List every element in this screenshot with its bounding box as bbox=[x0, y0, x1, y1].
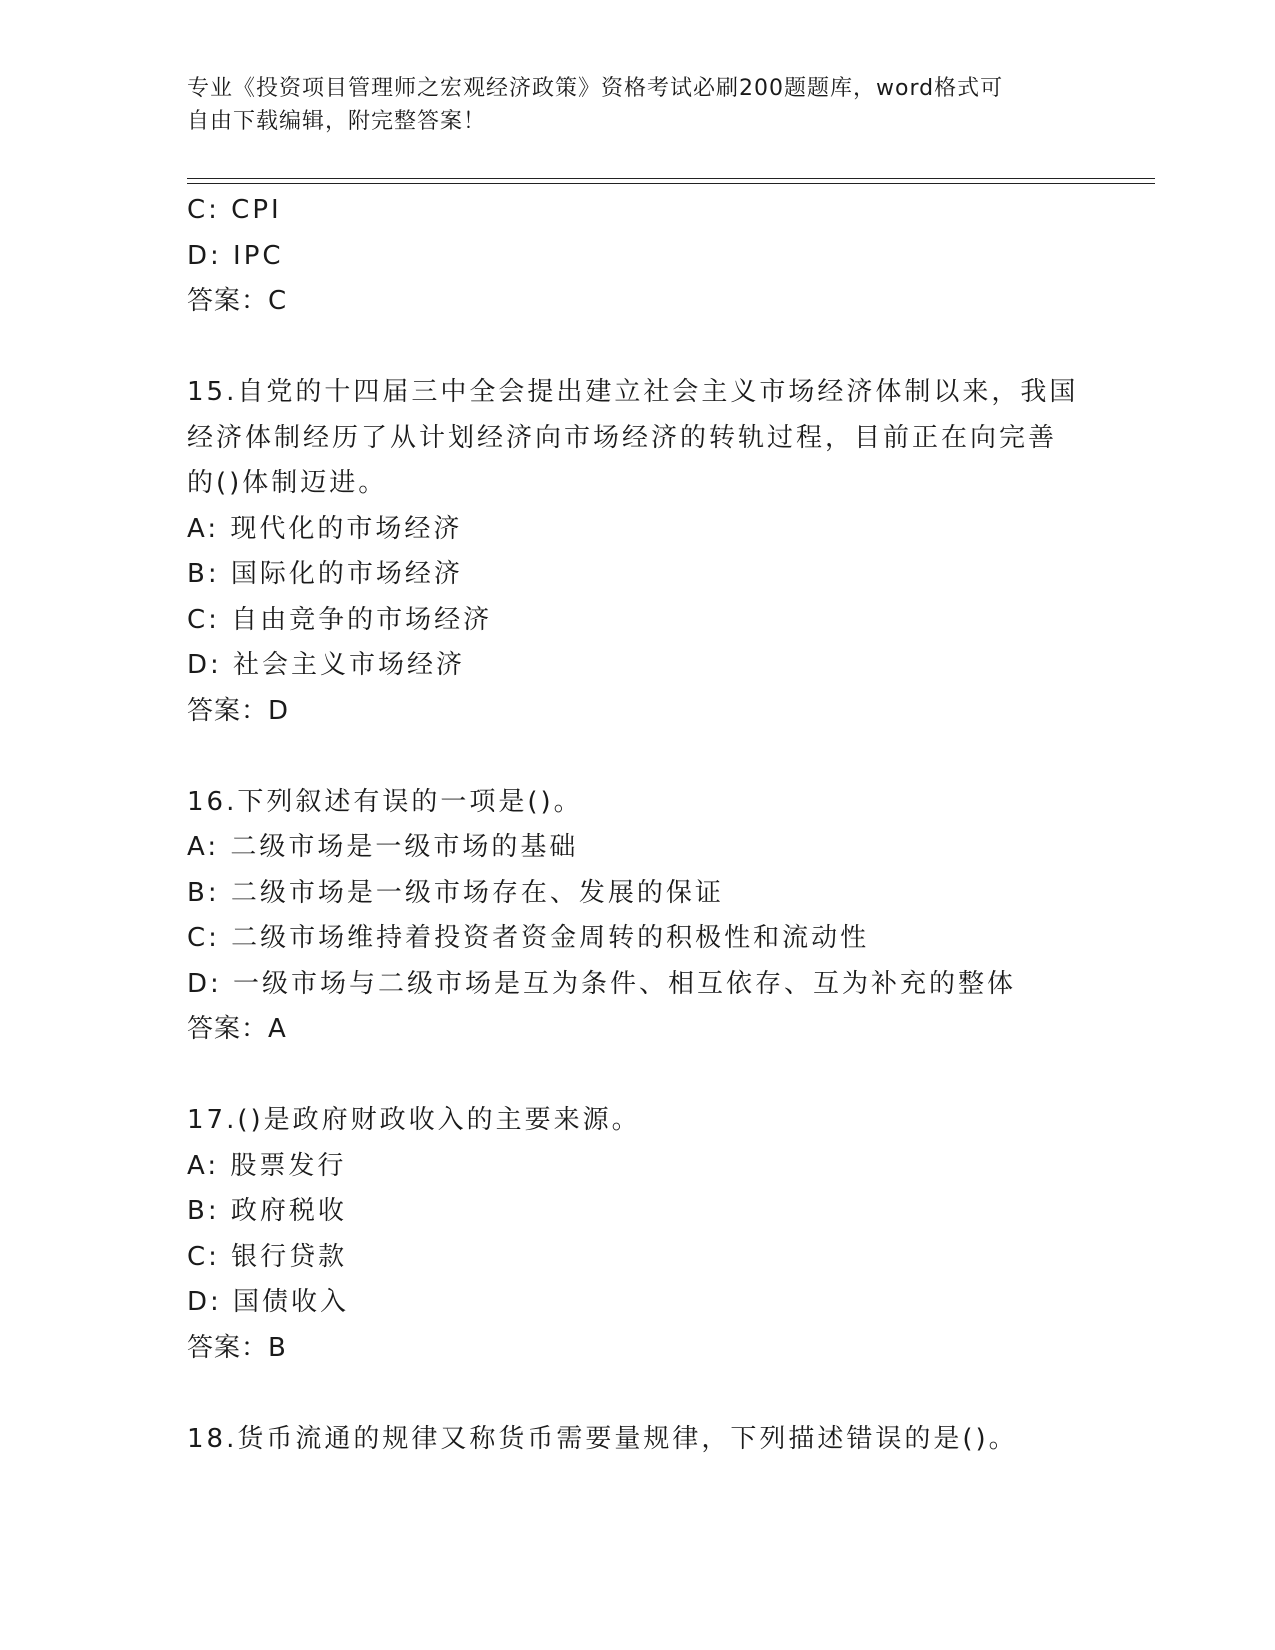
option-c: C: 二级市场维持着投资者资金周转的积极性和流动性 bbox=[187, 923, 870, 953]
option-a: A: 股票发行 bbox=[187, 1150, 347, 1181]
question-15-stem-1: 15.自党的十四届三中全会提出建立社会主义市场经济体制以来，我国 bbox=[187, 377, 1079, 407]
option-b: B: 二级市场是一级市场存在、发展的保证 bbox=[187, 877, 724, 908]
answer: 答案：C bbox=[187, 286, 288, 316]
option-c: C: 自由竞争的市场经济 bbox=[187, 604, 493, 635]
answer: 答案：B bbox=[187, 1332, 287, 1363]
answer: 答案：D bbox=[187, 695, 290, 726]
option-b: B: 国际化的市场经济 bbox=[187, 559, 463, 589]
question-content bbox=[187, 188, 1087, 1462]
option-d: D: IPC bbox=[187, 240, 284, 271]
option-d: D: 国债收入 bbox=[187, 1287, 350, 1317]
header-rule-top bbox=[187, 178, 1155, 179]
document-header bbox=[187, 72, 1087, 138]
option-c: C: CPI bbox=[187, 195, 282, 225]
question-15-stem-3: 的()体制迈进。 bbox=[187, 468, 388, 498]
question-16-stem: 16.下列叙述有误的一项是()。 bbox=[187, 786, 583, 817]
header-rule-bottom bbox=[187, 183, 1155, 184]
question-17-stem: 17.()是政府财政收入的主要来源。 bbox=[187, 1105, 641, 1135]
option-a: A: 现代化的市场经济 bbox=[187, 513, 463, 544]
option-b: B: 政府税收 bbox=[187, 1196, 347, 1226]
header-line-1: 专业《投资项目管理师之宏观经济政策》资格考试必刷200题题库，word格式可 bbox=[187, 76, 1004, 101]
answer: 答案：A bbox=[187, 1014, 287, 1044]
option-d: D: 一级市场与二级市场是互为条件、相互依存、互为补充的整体 bbox=[187, 968, 1017, 999]
question-15-stem-2: 经济体制经历了从计划经济向市场经济的转轨过程，目前正在向完善 bbox=[187, 422, 1058, 453]
option-c: C: 银行贷款 bbox=[187, 1241, 348, 1272]
header-line-2: 自由下载编辑，附完整答案！ bbox=[187, 109, 487, 134]
option-a: A: 二级市场是一级市场的基础 bbox=[187, 832, 579, 862]
question-18-stem: 18.货币流通的规律又称货币需要量规律，下列描述错误的是()。 bbox=[187, 1423, 1018, 1454]
option-d: D: 社会主义市场经济 bbox=[187, 650, 466, 680]
